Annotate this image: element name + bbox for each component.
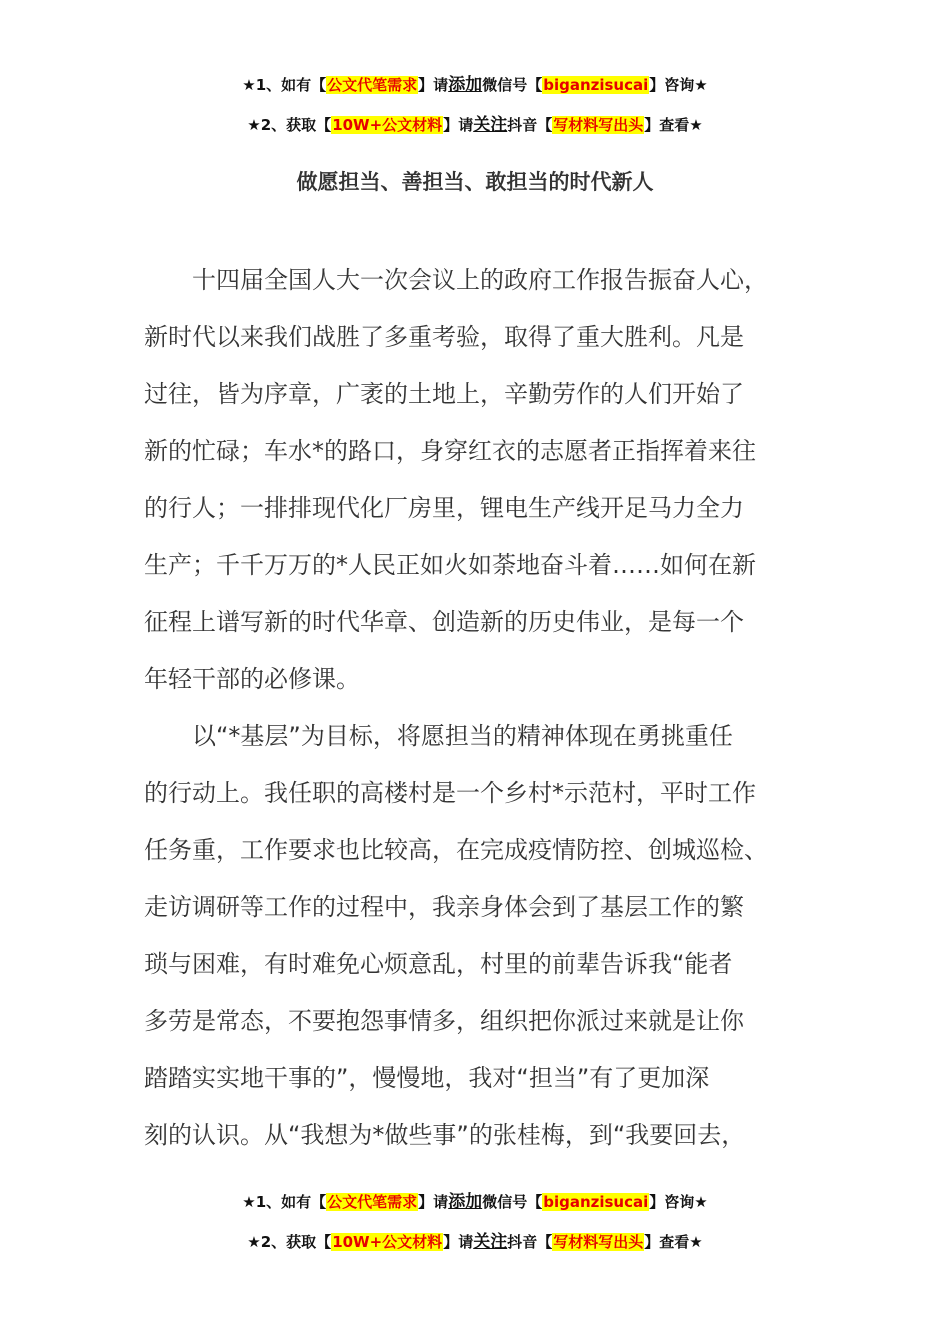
document-body [144, 252, 824, 1164]
body-line: 刻的认识。从“我想为*做些事”的张桂梅，到“我要回去， [144, 1121, 746, 1149]
promo-text: 微信号【 [482, 76, 543, 94]
promo-suffix: 】查看★ [644, 1233, 703, 1251]
promo-suffix: 】咨询★ [649, 76, 708, 94]
body-line: 任务重，工作要求也比较高，在完成疫情防控、创城巡检、 [144, 836, 768, 864]
promo-emphasis: 添加 [448, 1192, 483, 1212]
document-title: 做愿担当、善担当、敢担当的时代新人 [296, 170, 654, 194]
body-line: 的行动上。我任职的高楼村是一个乡村*示范村，平时工作 [144, 779, 756, 807]
promo-emphasis: 添加 [448, 75, 483, 95]
promo-emphasis: 关注 [473, 115, 508, 135]
promo-text: 抖音【 [507, 116, 553, 134]
promo-prefix: ★1、如有【 [242, 76, 327, 94]
promo-suffix: 】咨询★ [649, 1193, 708, 1211]
body-line: 过往，皆为序章，广袤的土地上，辛勤劳作的人们开始了 [144, 380, 744, 408]
promo-text: 】请 [443, 116, 474, 134]
promo-highlight-service: 公文代笔需求 [327, 76, 418, 94]
promo-highlight-materials: 10W+公文材料 [332, 116, 443, 134]
promo-text: 】请 [443, 1233, 474, 1251]
body-line: 征程上谱写新的时代华章、创造新的历史伟业，是每一个 [144, 608, 744, 636]
promo-prefix: ★2、获取【 [247, 1233, 332, 1251]
body-line: 多劳是常态，不要抱怨事情多，组织把你派过来就是让你 [144, 1007, 744, 1035]
promo-text: 】请 [418, 76, 449, 94]
promo-emphasis: 关注 [473, 1232, 508, 1252]
footer-promo-line-2 [0, 1227, 950, 1252]
promo-highlight-materials: 10W+公文材料 [332, 1233, 443, 1251]
header-promo-line-1 [0, 70, 950, 95]
body-line: 走访调研等工作的过程中，我亲身体会到了基层工作的繁 [144, 893, 744, 921]
promo-highlight-wechat-id: biganzisucai [543, 76, 649, 94]
promo-text: 微信号【 [482, 1193, 543, 1211]
header-promo-line-2 [0, 110, 950, 135]
promo-text: 抖音【 [507, 1233, 553, 1251]
body-line: 年轻干部的必修课。 [144, 665, 360, 693]
promo-highlight-douyin-id: 写材料写出头 [553, 116, 644, 134]
promo-highlight-service: 公文代笔需求 [327, 1193, 418, 1211]
body-line: 十四届全国人大一次会议上的政府工作报告振奋人心， [144, 266, 768, 294]
body-line: 以“*基层”为目标，将愿担当的精神体现在勇挑重任 [144, 722, 733, 750]
promo-suffix: 】查看★ [644, 116, 703, 134]
body-line: 琐与困难，有时难免心烦意乱，村里的前辈告诉我“能者 [144, 950, 733, 978]
promo-text: 】请 [418, 1193, 449, 1211]
body-line: 新时代以来我们战胜了多重考验，取得了重大胜利。凡是 [144, 323, 744, 351]
footer-promo-line-1 [0, 1187, 950, 1212]
body-line: 踏踏实实地干事的”，慢慢地，我对“担当”有了更加深 [144, 1064, 710, 1092]
promo-highlight-douyin-id: 写材料写出头 [553, 1233, 644, 1251]
body-line: 新的忙碌；车水*的路口，身穿红衣的志愿者正指挥着来往 [144, 437, 756, 465]
promo-highlight-wechat-id: biganzisucai [543, 1193, 649, 1211]
promo-prefix: ★2、获取【 [247, 116, 332, 134]
body-line: 生产；千千万万的*人民正如火如荼地奋斗着……如何在新 [144, 551, 756, 579]
body-line: 的行人；一排排现代化厂房里，锂电生产线开足马力全力 [144, 494, 744, 522]
promo-prefix: ★1、如有【 [242, 1193, 327, 1211]
